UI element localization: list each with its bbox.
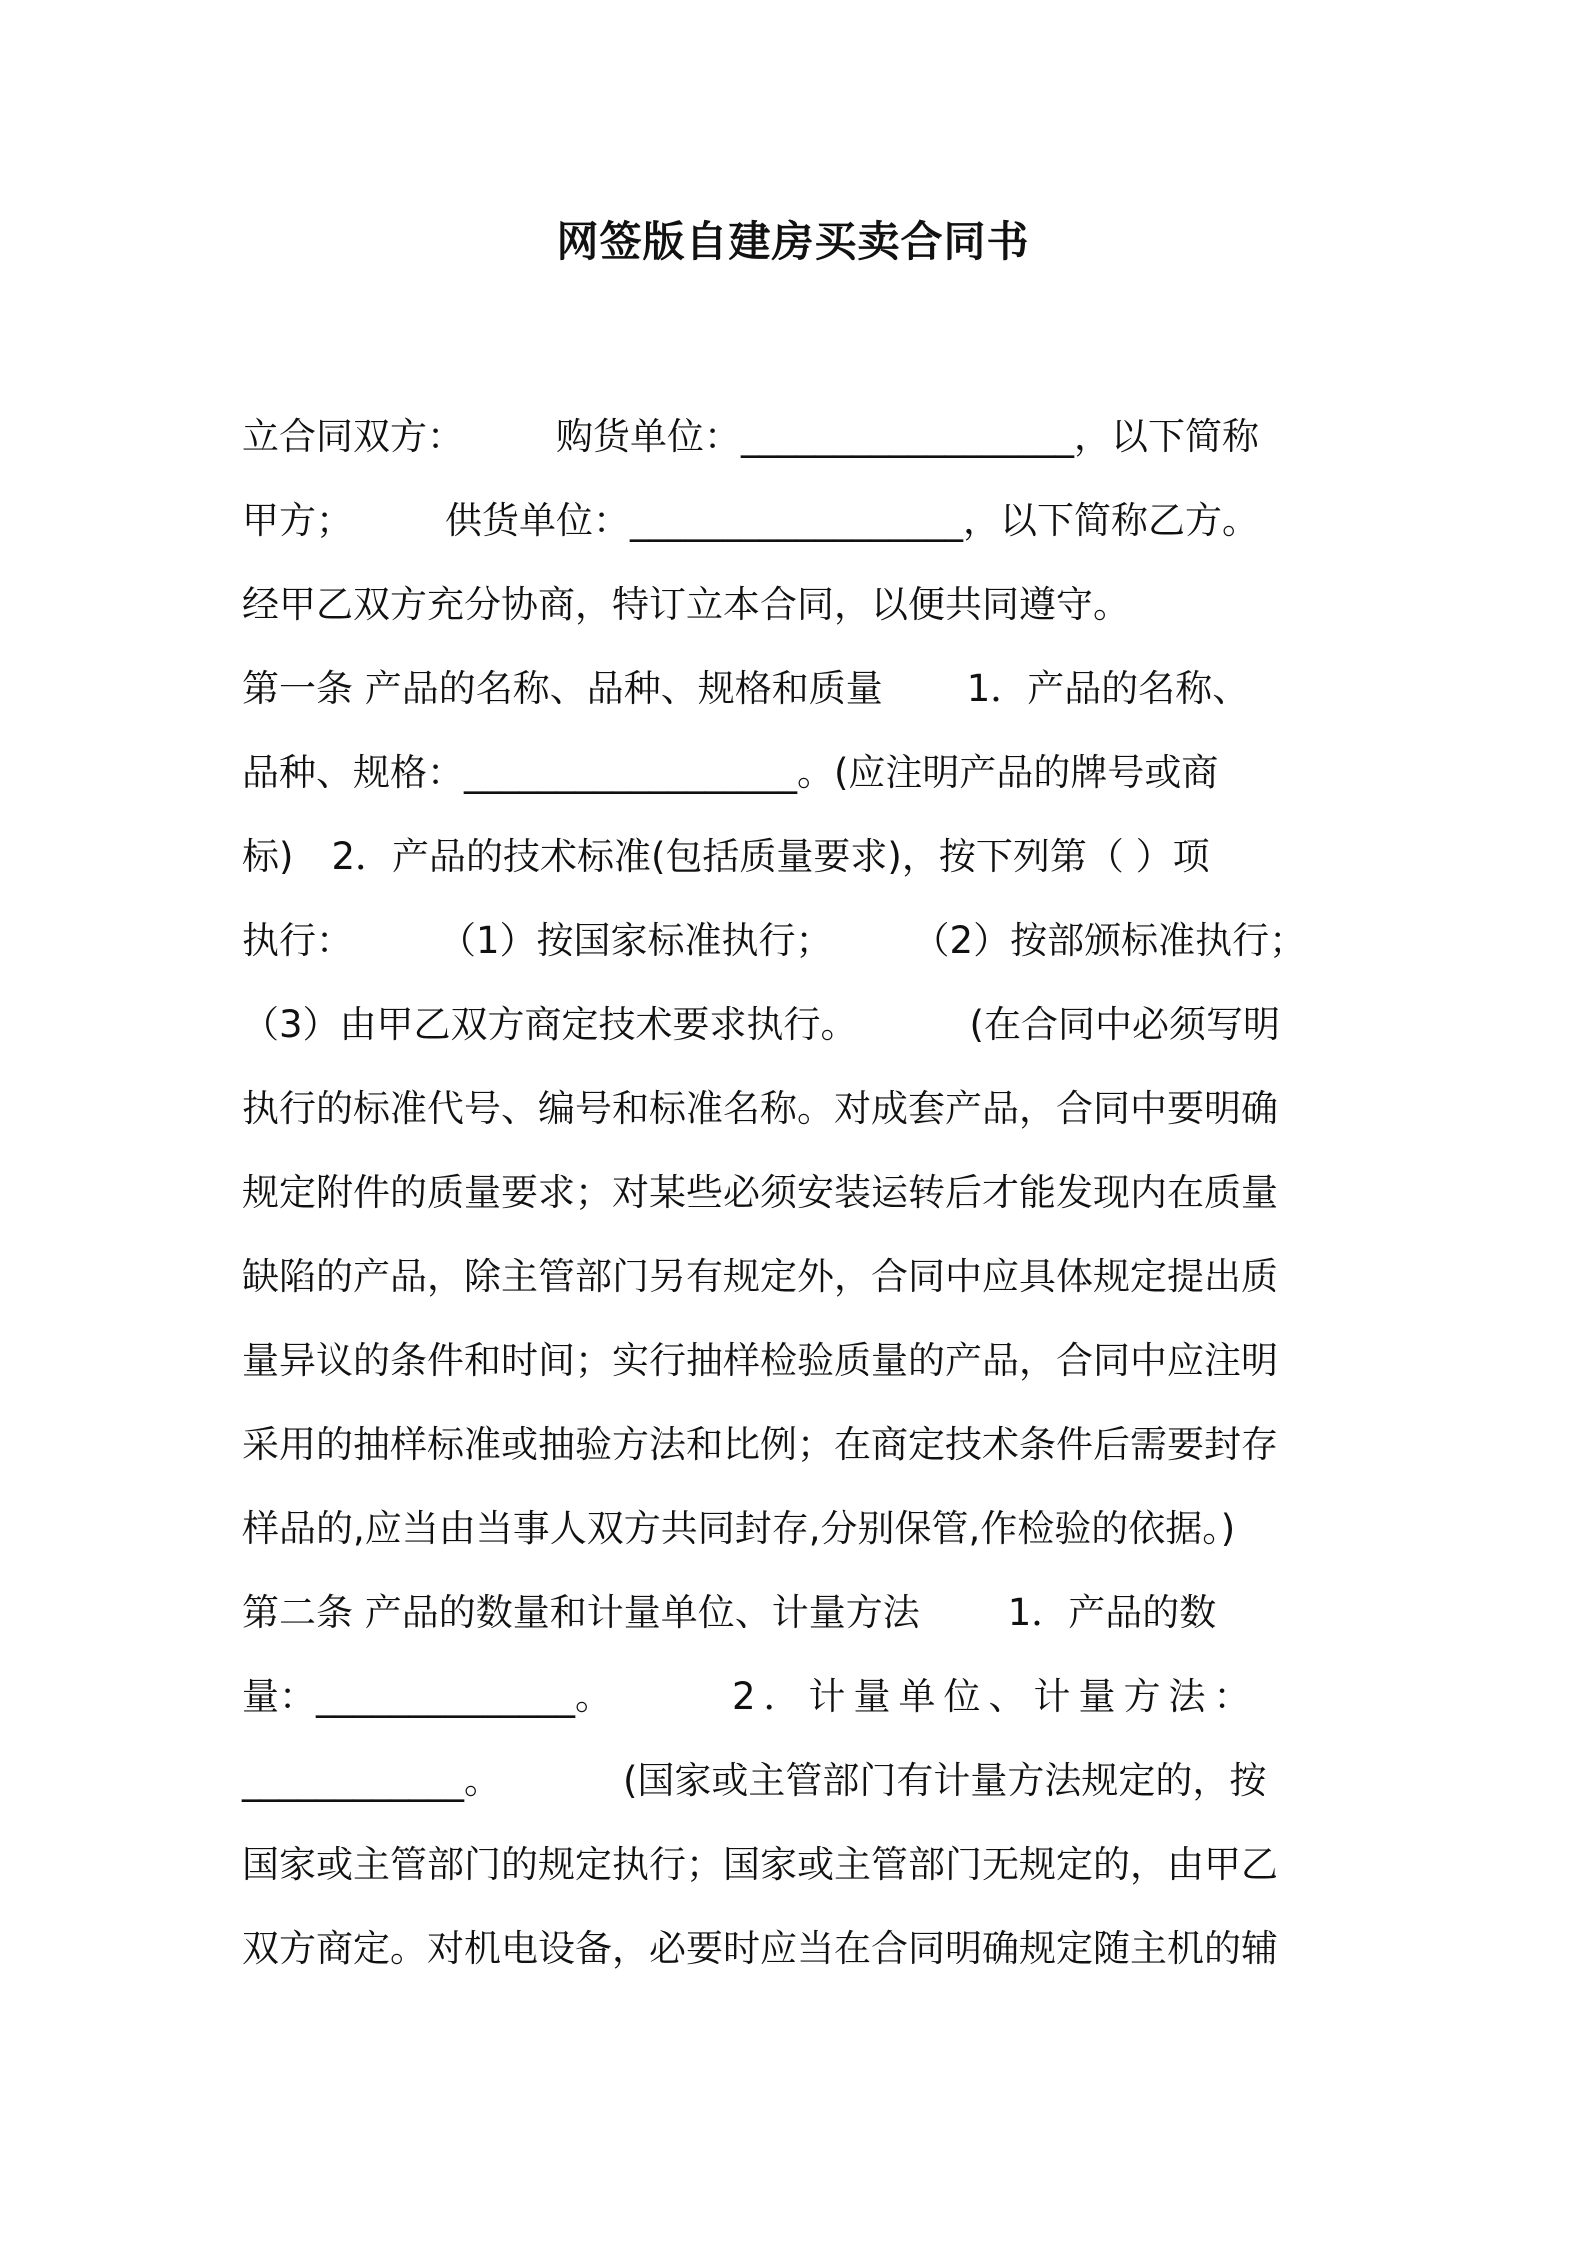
article-one-heading: 第一条 产品的名称、品种、规格和质量 bbox=[242, 667, 883, 710]
article-two-item-1: 1．产品的数 bbox=[1007, 1591, 1217, 1634]
note-text: (国家或主管部门有计量方法规定的，按 bbox=[623, 1759, 1267, 1802]
text-segment: 执行： bbox=[242, 919, 353, 962]
text-line-5: 品种、规格：__________________。(应注明产品的牌号或商 bbox=[242, 751, 1219, 794]
text-line-11: 缺陷的产品，除主管部门另有规定外，合同中应具体规定提出质 bbox=[242, 1255, 1278, 1298]
method-blank: ____________。 bbox=[242, 1759, 501, 1802]
party-a-label: 甲方； bbox=[242, 499, 353, 542]
article-two-heading: 第二条 产品的数量和计量单位、计量方法 bbox=[242, 1591, 920, 1634]
text-line-18: 国家或主管部门的规定执行；国家或主管部门无规定的，由甲乙 bbox=[242, 1843, 1278, 1886]
text-line-4 bbox=[242, 647, 1352, 731]
article-one-item-2: 2．产品的技术标准(包括质量要求)，按下列第（ ）项 bbox=[331, 835, 1210, 878]
text-line-13: 采用的抽样标准或抽验方法和比例；在商定技术条件后需要封存 bbox=[242, 1423, 1278, 1466]
text-line-7 bbox=[242, 899, 1352, 983]
text-line-9: 执行的标准代号、编号和标准名称。对成套产品，合同中要明确 bbox=[242, 1087, 1278, 1130]
text-line-15 bbox=[242, 1571, 1352, 1655]
text-line-12: 量异议的条件和时间；实行抽样检验质量的产品，合同中应注明 bbox=[242, 1339, 1278, 1382]
text-line-16 bbox=[242, 1655, 1352, 1739]
text-line-8 bbox=[242, 983, 1352, 1067]
article-one-item-1: 1．产品的名称、 bbox=[966, 667, 1250, 710]
text-line-19: 双方商定。对机电设备，必要时应当在合同明确规定随主机的辅 bbox=[242, 1927, 1278, 1970]
text-line-3: 经甲乙双方充分协商，特订立本合同，以便共同遵守。 bbox=[242, 583, 1130, 626]
text-line-17 bbox=[242, 1739, 1352, 1823]
text-line-2 bbox=[242, 479, 1352, 563]
document-title: 网签版自建房买卖合同书 bbox=[556, 217, 1030, 266]
buyer-clause: 购货单位：__________________，以下简称 bbox=[556, 415, 1259, 458]
text-line-1 bbox=[242, 395, 1352, 479]
text-line-6 bbox=[242, 815, 1352, 899]
option-2: （2）按部颁标准执行； bbox=[912, 919, 1307, 962]
text-line-14: 样品的,应当由当事人双方共同封存,分别保管,作检验的依据。) bbox=[242, 1507, 1236, 1550]
parties-label: 立合同双方： bbox=[242, 415, 464, 458]
text-segment: 标) bbox=[242, 835, 294, 878]
text-line-10: 规定附件的质量要求；对某些必须安装运转后才能发现内在质量 bbox=[242, 1171, 1278, 1214]
option-1: （1）按国家标准执行； bbox=[439, 919, 833, 962]
quantity-blank: 量：______________。 bbox=[242, 1675, 612, 1718]
option-3: （3）由甲乙双方商定技术要求执行。 bbox=[242, 1003, 858, 1046]
supplier-clause: 供货单位：__________________，以下简称乙方。 bbox=[445, 499, 1259, 542]
article-two-item-2: 2．计量单位、计量方法： bbox=[732, 1675, 1259, 1718]
note-start: (在合同中必须写明 bbox=[969, 1003, 1280, 1046]
